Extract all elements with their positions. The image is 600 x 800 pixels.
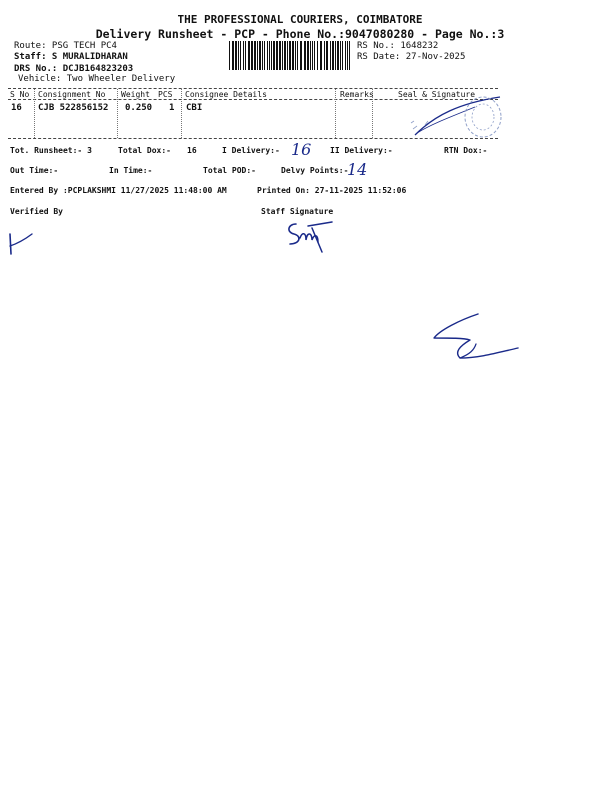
col-header-sno: S No <box>10 90 30 99</box>
cell-weight: 0.250 <box>125 103 153 113</box>
vehicle-text: Vehicle: Two Wheeler Delivery <box>18 74 176 84</box>
rs-date: RS Date: 27-Nov-2025 <box>357 52 466 62</box>
cell-consignee: CBI <box>186 103 203 113</box>
col-header-seal: Seal & Signature <box>398 90 476 99</box>
barcode <box>228 41 354 70</box>
col-divider <box>181 89 182 138</box>
total-dox-label: Total Dox:- <box>118 146 171 155</box>
total-pod-label: Total POD:- <box>203 166 256 175</box>
col-divider <box>335 89 336 138</box>
scribble-mark <box>430 310 522 366</box>
out-time-label: Out Time:- <box>10 166 59 175</box>
delvy-points-handwritten: 14 <box>347 160 368 179</box>
seal-stamp <box>405 95 505 149</box>
total-dox-value: 16 <box>187 146 197 155</box>
verified-signature <box>6 230 36 262</box>
drs-number: DRS No.: DCJB164823203 <box>14 64 134 74</box>
cell-consignment: CJB 522856152 <box>38 103 109 113</box>
delvy-points-label: Delvy Points:- <box>281 166 349 175</box>
col-header-consignee: Consignee Details <box>185 90 267 99</box>
staff-signature <box>282 220 338 260</box>
table-top-rule <box>8 88 498 89</box>
col-divider <box>34 89 35 138</box>
col-header-weight: Weight <box>121 90 150 99</box>
cell-sno: 16 <box>11 103 22 113</box>
staff-signature-label: Staff Signature <box>261 207 334 216</box>
col-header-consignment: Consignment No <box>38 90 106 99</box>
col-header-pcs: PCS <box>158 90 173 99</box>
col-divider <box>117 89 118 138</box>
entered-by: Entered By :PCPLAKSHMI 11/27/2025 11:48:00 AM <box>10 186 227 195</box>
staff-text: Staff: S MURALIDHARAN <box>14 52 128 62</box>
in-time-label: In Time:- <box>109 166 153 175</box>
printed-on: Printed On: 27-11-2025 11:52:06 <box>257 186 407 195</box>
i-delivery-handwritten: 16 <box>291 140 312 159</box>
verified-by-label: Verified By <box>10 207 63 216</box>
company-title: THE PROFESSIONAL COURIERS, COIMBATORE <box>177 13 423 26</box>
runsheet-subtitle: Delivery Runsheet - PCP - Phone No.:9047080280 - Page No.:3 <box>95 27 505 41</box>
cell-pcs: 1 <box>169 103 175 113</box>
col-header-remarks: Remarks <box>340 90 374 99</box>
tot-runsheet: Tot. Runsheet:- 3 <box>10 146 92 155</box>
ii-delivery-label: II Delivery:- <box>330 146 393 155</box>
rs-number: RS No.: 1648232 <box>357 41 439 51</box>
i-delivery-label: I Delivery:- <box>222 146 280 155</box>
rtn-dox-label: RTN Dox:- <box>444 146 488 155</box>
route-text: Route: PSG TECH PC4 <box>14 41 117 51</box>
